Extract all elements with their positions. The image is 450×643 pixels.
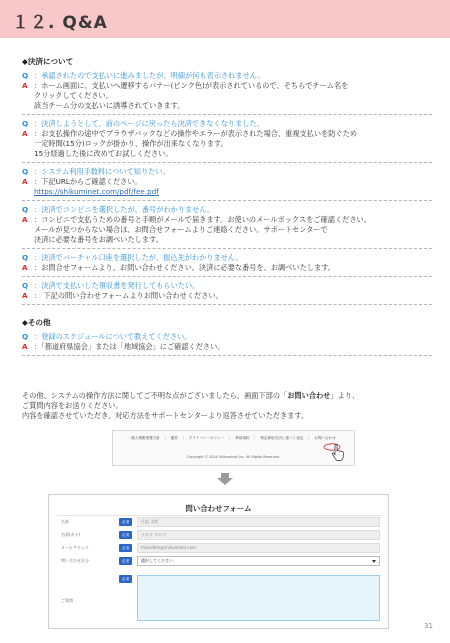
answer-line: 決済に必要な番号をお調べいたします。 [34,235,163,244]
field-label: 名前(カナ) [61,532,81,537]
question-text [34,119,264,129]
answer-line: クリックしてください。 [34,91,113,100]
fee-link[interactable]: https://shikuminet.com/pdf/fee.pdf [34,187,159,196]
divider [22,162,432,163]
field-label: 問い合わせ区分 [61,558,89,563]
question-line: ：決済でバーチャル口座を選択したが、振込先がわかりません。 [34,253,243,262]
answer-marker: A [22,81,28,90]
field-label: メールアドレス [61,545,89,550]
question-text [34,205,214,215]
answer-line: 該当チーム分の支払いに誘導されていきます。 [34,101,185,110]
name-field[interactable]: 仕組 太郎 [137,517,380,527]
question [22,253,432,263]
required-badge: 必須 [119,518,132,526]
down-arrow-icon [216,473,234,485]
field-label: ご質問 [61,598,73,603]
contact-form-screenshot [48,494,389,629]
question-marker: Q [22,205,29,214]
required-badge: 必須 [119,575,132,583]
required-badge: 必須 [119,557,132,565]
question-line: ：決済でコンビニを選択したが、番号がわかりません。 [34,205,215,214]
answer-text [34,177,159,197]
answer-text [34,81,348,111]
form-title: 問い合わせフォーム [185,504,252,513]
question-text [34,71,264,81]
contact-emphasis: お問い合わせ [287,391,331,400]
question-text [34,281,199,291]
answer-line: ：お問合せフォームより、お問い合わせください。決済に必要な番号を、お調べいたします。 [34,263,335,272]
qa-item [22,205,432,245]
answer-line: 15分経過した後に改めてお試しください。 [34,149,173,158]
section-title: ◆その他 [22,318,51,327]
divider [22,304,432,305]
footer-screenshot [112,430,355,466]
question-line: ：決済しようとして、前のページに戻ったら決済できなくなりました。 [34,119,264,128]
footer-copyright: Copyright © 2024 Shikuminet Inc. All Rights Reserved. [186,455,281,459]
answer-marker: A [22,129,28,138]
question [22,71,432,81]
qa-content [22,56,432,358]
divider [22,355,432,356]
divider [22,248,432,249]
answer [22,81,432,111]
closing-line1-pre: その他、システムの操作方法に関してご不明な点がございましたら、画面下部の「 [22,391,288,400]
form-row-category [61,556,381,567]
closing-text [22,391,432,421]
answer-text [34,263,335,273]
answer [22,129,432,159]
answer-marker: A [22,291,28,300]
question-marker: Q [22,253,29,262]
question-line: ：承認されたので支払いに進みましたが、明細が何も表示されません。 [34,71,265,80]
qa-section [22,56,432,305]
form-divider [57,515,382,516]
form-row-email [61,543,381,554]
name-kana-field[interactable]: ナカダ タロウ [137,530,380,540]
form-row-kana [61,530,381,541]
divider [22,200,432,201]
question-marker: Q [22,281,29,290]
answer-text [34,215,371,245]
email-field[interactable]: mkssdkfe@shikuminet.com [137,543,380,553]
answer-text [34,342,224,352]
question-text [34,332,192,342]
answer-line: ： 下記の問い合わせフォームよりお問い合わせください。 [34,291,223,300]
footer-links: 個人情報保護方針 ｜ 運営 ｜ プライバシーポリシー ｜ 利用規約 ｜ 特定商取引法に基づく表記 ｜ お問い合わせ [131,436,336,440]
answer-line: ：コンビニで支払うための番号と手順がメールで届きます。お使いのメールボックスをご確認ください。 [34,215,371,224]
qa-item [22,71,432,111]
question-text [34,253,243,263]
question-line: ：登録のスケジュールについて教えてください。 [34,332,192,341]
qa-item [22,119,432,159]
category-select[interactable] [137,556,380,566]
divider [22,276,432,277]
question-marker: Q [22,119,29,128]
qa-section [22,317,432,356]
pointer-hand-icon [323,442,349,462]
answer-line: ：お支払操作の途中でブラウザバックなどの操作やエラーが表示された場合、重複支払いを防ぐため [34,129,358,138]
question [22,332,432,342]
question [22,205,432,215]
field-label: 名前 [61,519,69,524]
answer-line: ：ホーム画面に、支払いへ遷移するバナー(ピンク色)が表示されているので、そちらでチーム名を [34,81,349,90]
qa-item [22,253,432,273]
closing-line2: ご質問内容をお送りください。 [22,401,123,410]
answer-line: 一定時間(15分)ロックが掛かり、操作が出来なくなります。 [34,139,228,148]
divider [22,114,432,115]
answer [22,263,432,273]
question [22,167,432,177]
page-header [0,0,450,38]
qa-item [22,281,432,301]
closing-line1-post: 」より、 [330,391,360,400]
question [22,281,432,291]
answer [22,177,432,197]
question-marker: Q [22,167,29,176]
qa-item [22,332,432,352]
answer [22,215,432,245]
question-line: ：決済で支払いした領収書を発行してもらいたい。 [34,281,200,290]
answer-line: ：「都道府県協会」または「地域協会」にご確認ください。 [34,342,225,351]
question-marker: Q [22,71,29,80]
chevron-down-icon [372,560,376,563]
page-number: 31 [424,622,433,630]
answer-line: ：下記URLからご確認ください。 [34,177,142,186]
answer-line: メールが見つからない場合は、お問合せフォームよりご連絡ください。サポートセンターで [34,225,328,234]
question [22,119,432,129]
qa-item [22,167,432,197]
question-text [34,167,170,177]
category-select-value: 選択してください [141,558,173,563]
page-title: １２. Q&A [12,13,108,33]
closing-line3: 内容を確認させていただき、対応方法をサポートセンターより返答させていただきます。 [22,411,309,420]
answer [22,291,432,301]
section-title: ◆決済について [22,57,74,66]
answer [22,342,432,352]
required-badge: 必須 [119,544,132,552]
question-textarea[interactable] [137,575,380,621]
question-marker: Q [22,332,29,341]
answer-marker: A [22,215,28,224]
required-badge: 必須 [119,531,132,539]
answer-text [34,291,223,301]
answer-marker: A [22,342,28,351]
answer-marker: A [22,177,28,186]
answer-text [34,129,357,159]
question-line: ：システム利用手数料について知りたい。 [34,167,170,176]
answer-marker: A [22,263,28,272]
form-row-name [61,517,381,528]
